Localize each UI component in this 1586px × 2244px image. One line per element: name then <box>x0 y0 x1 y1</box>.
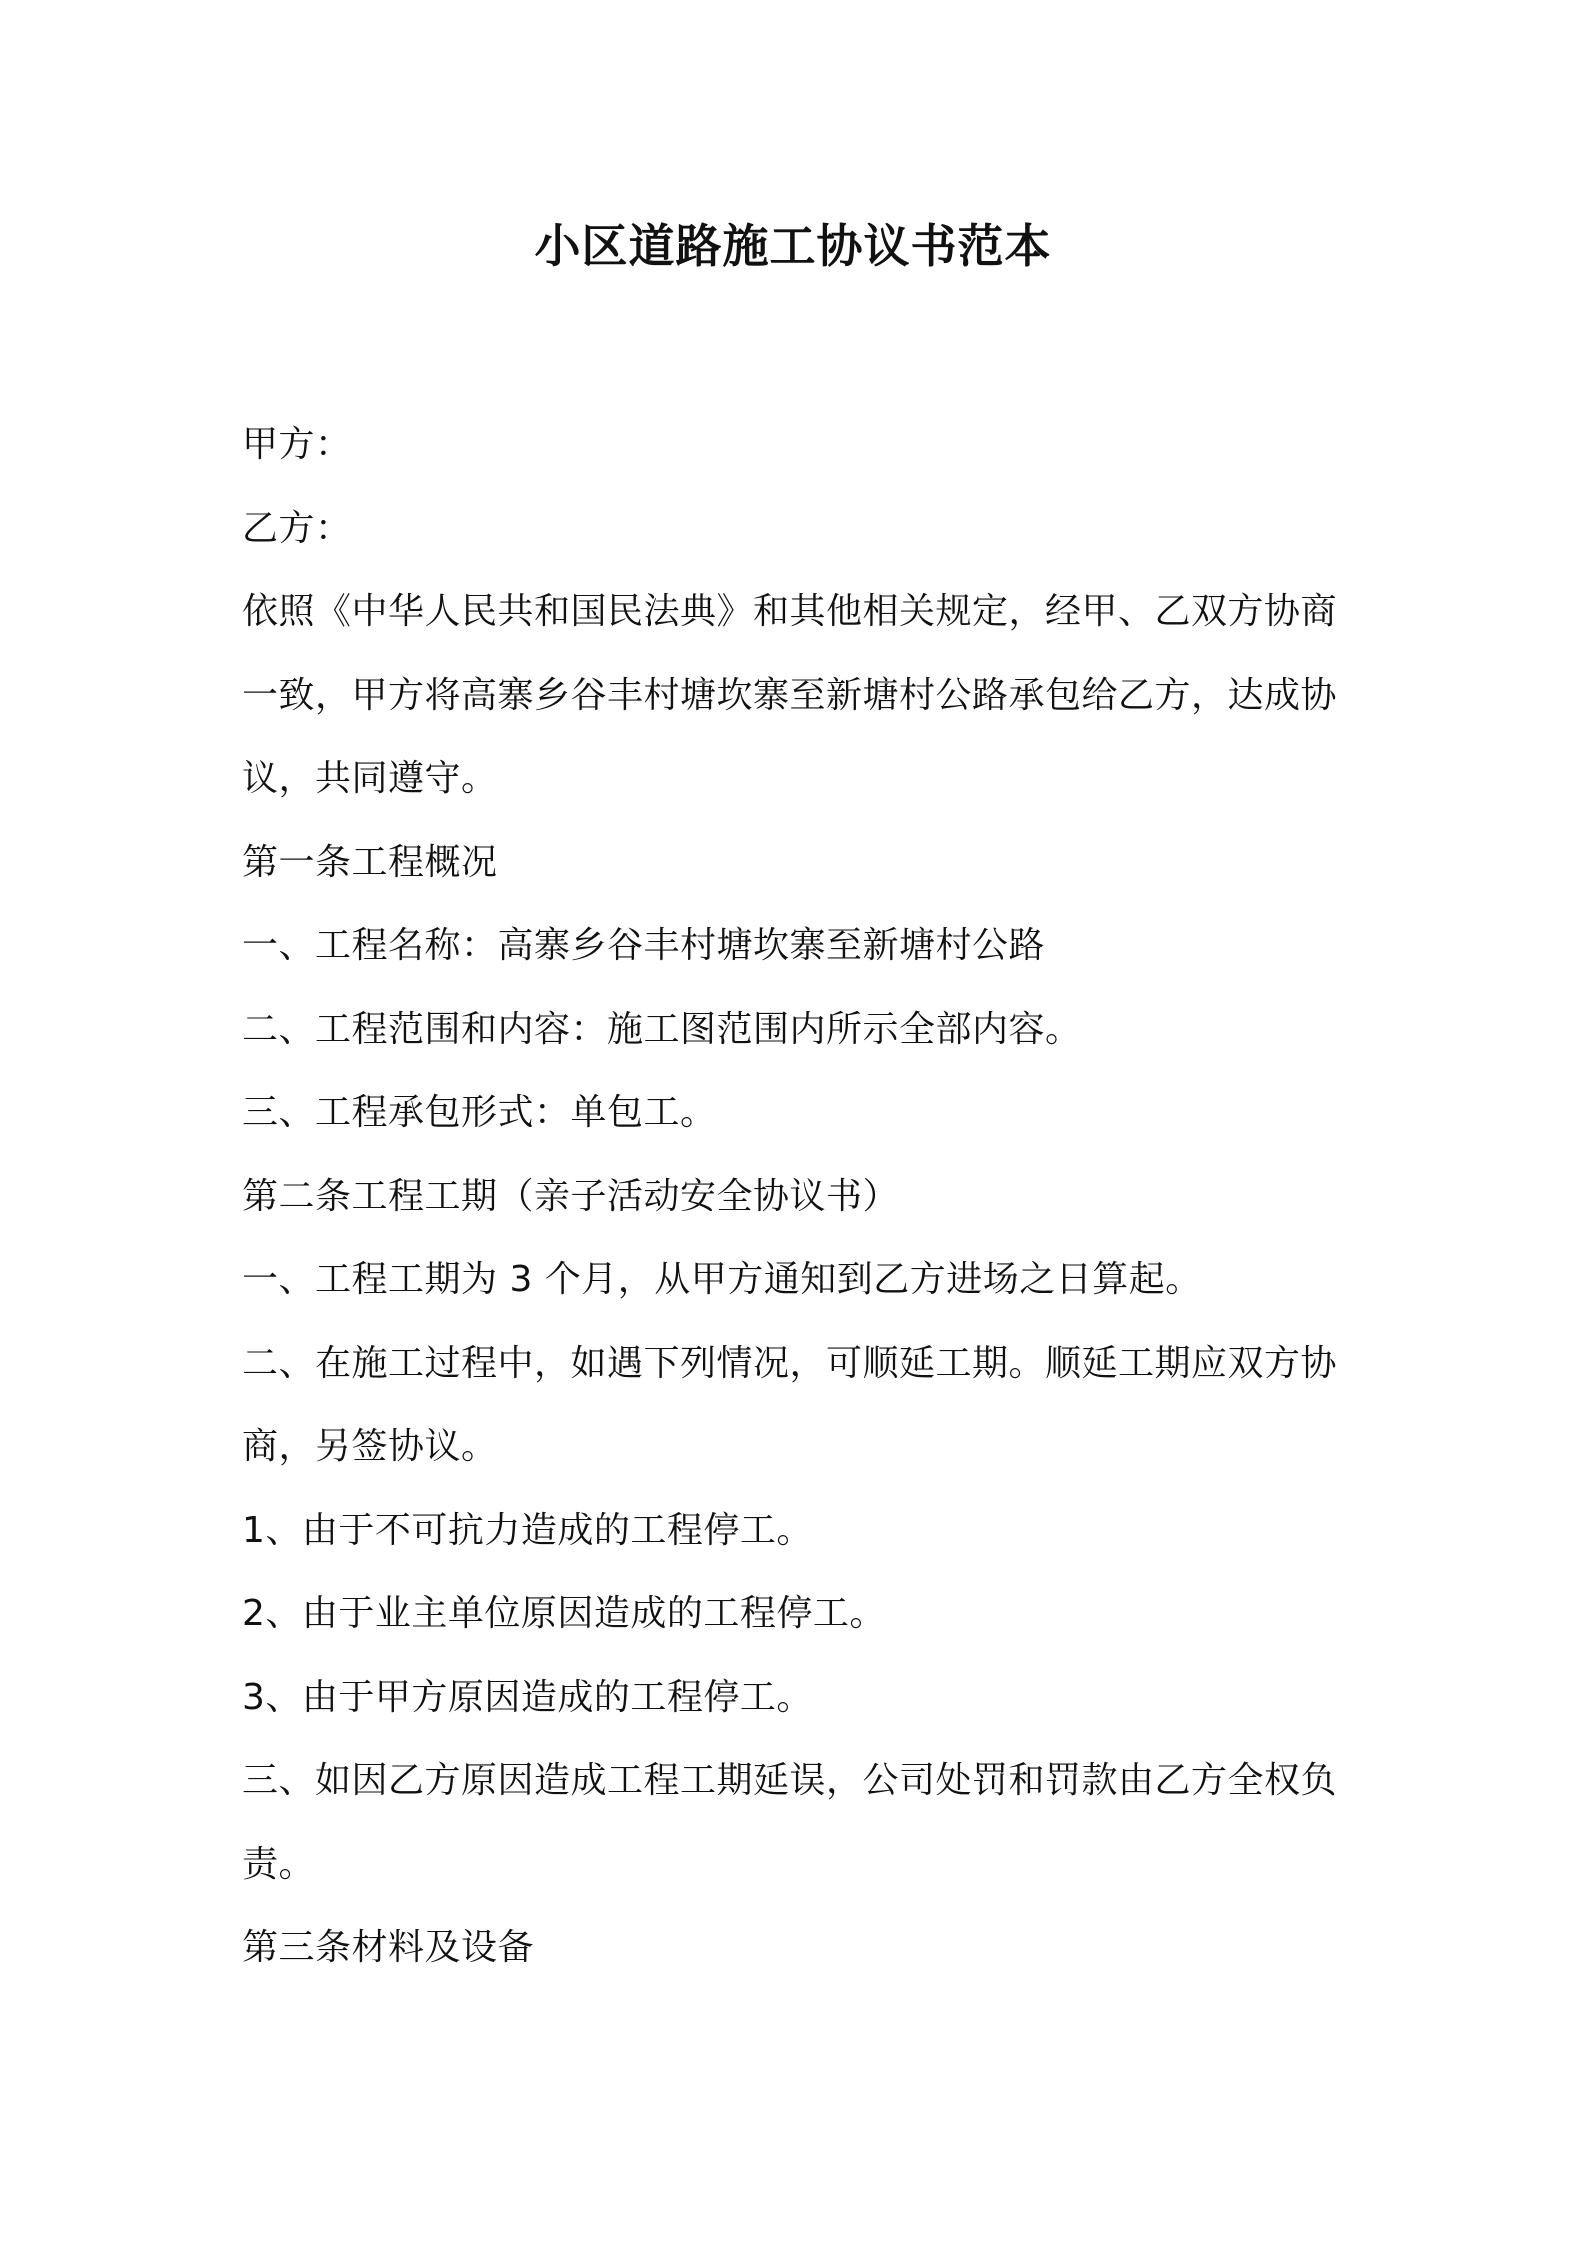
body-text-line: 三、工程承包形式：单包工。 <box>242 1092 717 1133</box>
document-body <box>242 403 1357 1990</box>
list-item: 3、由于甲方原因造成的工程停工。 <box>242 1676 813 1718</box>
body-text-line: 责。 <box>242 1843 316 1885</box>
body-text-line: 商，另签协议。 <box>242 1426 498 1467</box>
body-text-line: 三、如因乙方原因造成工程工期延误，公司处罚和罚款由乙方全权负 <box>242 1760 1338 1801</box>
body-text-line: 一致，甲方将高寨乡谷丰村塘坎寨至新塘村公路承包给乙方，达成协 <box>242 674 1338 716</box>
body-text-line: 依照《中华人民共和国民法典》和其他相关规定，经甲、乙双方协商 <box>242 591 1338 632</box>
party-b-line: 乙方： <box>242 507 352 549</box>
party-a-line: 甲方： <box>242 424 352 465</box>
body-text-line: 一、工程工期为 3 个月，从甲方通知到乙方进场之日算起。 <box>242 1259 1202 1300</box>
body-text-line: 二、工程范围和内容：施工图范围内所示全部内容。 <box>242 1008 1082 1050</box>
body-text-line: 二、在施工过程中，如遇下列情况，可顺延工期。顺延工期应双方协 <box>242 1342 1338 1384</box>
body-text-line: 议，共同遵守。 <box>242 758 498 799</box>
list-item: 2、由于业主单位原因造成的工程停工。 <box>242 1593 886 1634</box>
article-heading: 第三条材料及设备 <box>242 1927 535 1968</box>
article-heading: 第一条工程概况 <box>242 841 498 883</box>
article-heading: 第二条工程工期（亲子活动安全协议书） <box>242 1175 900 1217</box>
list-item: 1、由于不可抗力造成的工程停工。 <box>242 1509 813 1551</box>
body-text-line: 一、工程名称：高寨乡谷丰村塘坎寨至新塘村公路 <box>242 925 1046 966</box>
document-title: 小区道路施工协议书范本 <box>534 219 1052 273</box>
